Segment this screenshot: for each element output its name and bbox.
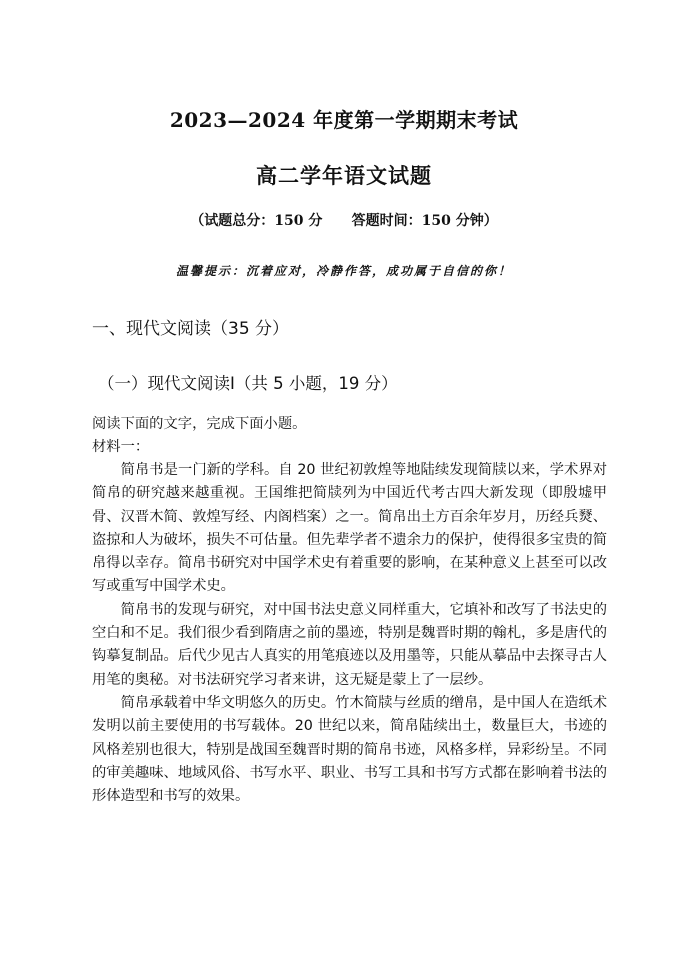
passage-paragraph: 简帛书的发现与研究，对中国书法史意义同样重大，它填补和改写了书法史的空白和不足。我们很少看到隋唐之前的墨迹，特别是魏晋时期的翰札，多是唐代的钩摹复制品。后代少见古人真实的用笔痕迹以及用墨等，只能从摹品中去探寻古人用笔的奥秘。对书法研究学习者来讲，这无疑是蒙上了一层纱。 xyxy=(92,601,607,688)
exam-info: （试题总分：150 分 答题时间：150 分钟） xyxy=(190,213,498,229)
passage-paragraph: 简帛承载着中华文明悠久的历史。竹木简牍与丝质的缯帛，是中国人在造纸术发明以前主要使用的书写载体。20 世纪以来，简帛陆续出土，数量巨大，书迹的风格差别也很大，特别是战国至魏晋时期的简帛书迹，风格多样，异彩纷呈。不同的审美趣味、地域风俗、书写水平、职业、书写工具和书写方式都在影响着书法的形体造型和书写的效果。 xyxy=(92,694,607,805)
encouragement-note: 温馨提示：沉着应对，冷静作答，成功属于自信的你！ xyxy=(175,264,512,278)
exam-title: 2023—2024 年度第一学期期末考试 xyxy=(169,108,519,132)
reading-instruction: 阅读下面的文字，完成下面小题。 xyxy=(92,416,307,432)
material-label: 材料一： xyxy=(92,439,150,455)
reading-passage xyxy=(92,459,607,808)
section-heading: 一、现代文阅读（35 分） xyxy=(92,319,290,339)
passage-paragraph: 简帛书是一门新的学科。自 20 世纪初敦煌等地陆续发现简牍以来，学术界对简帛的研究越来越重视。王国维把简牍列为中国近代考古四大新发现（即殷墟甲骨、汉晋木简、敦煌写经、内阁档案）之一。简帛出土方百余年岁月，历经兵燹、盗掠和人为破坏，损失不可估量。但先辈学者不遗余力的保护，使得很多宝贵的简帛得以幸存。简帛书研究对中国学术史有着重要的影响，在某种意义上甚至可以改写或重写中国学术史。 xyxy=(92,462,607,595)
subsection-heading: （一）现代文阅读Ⅰ（共 5 小题，19 分） xyxy=(98,374,398,393)
exam-subtitle: 高二学年语文试题 xyxy=(256,163,432,188)
